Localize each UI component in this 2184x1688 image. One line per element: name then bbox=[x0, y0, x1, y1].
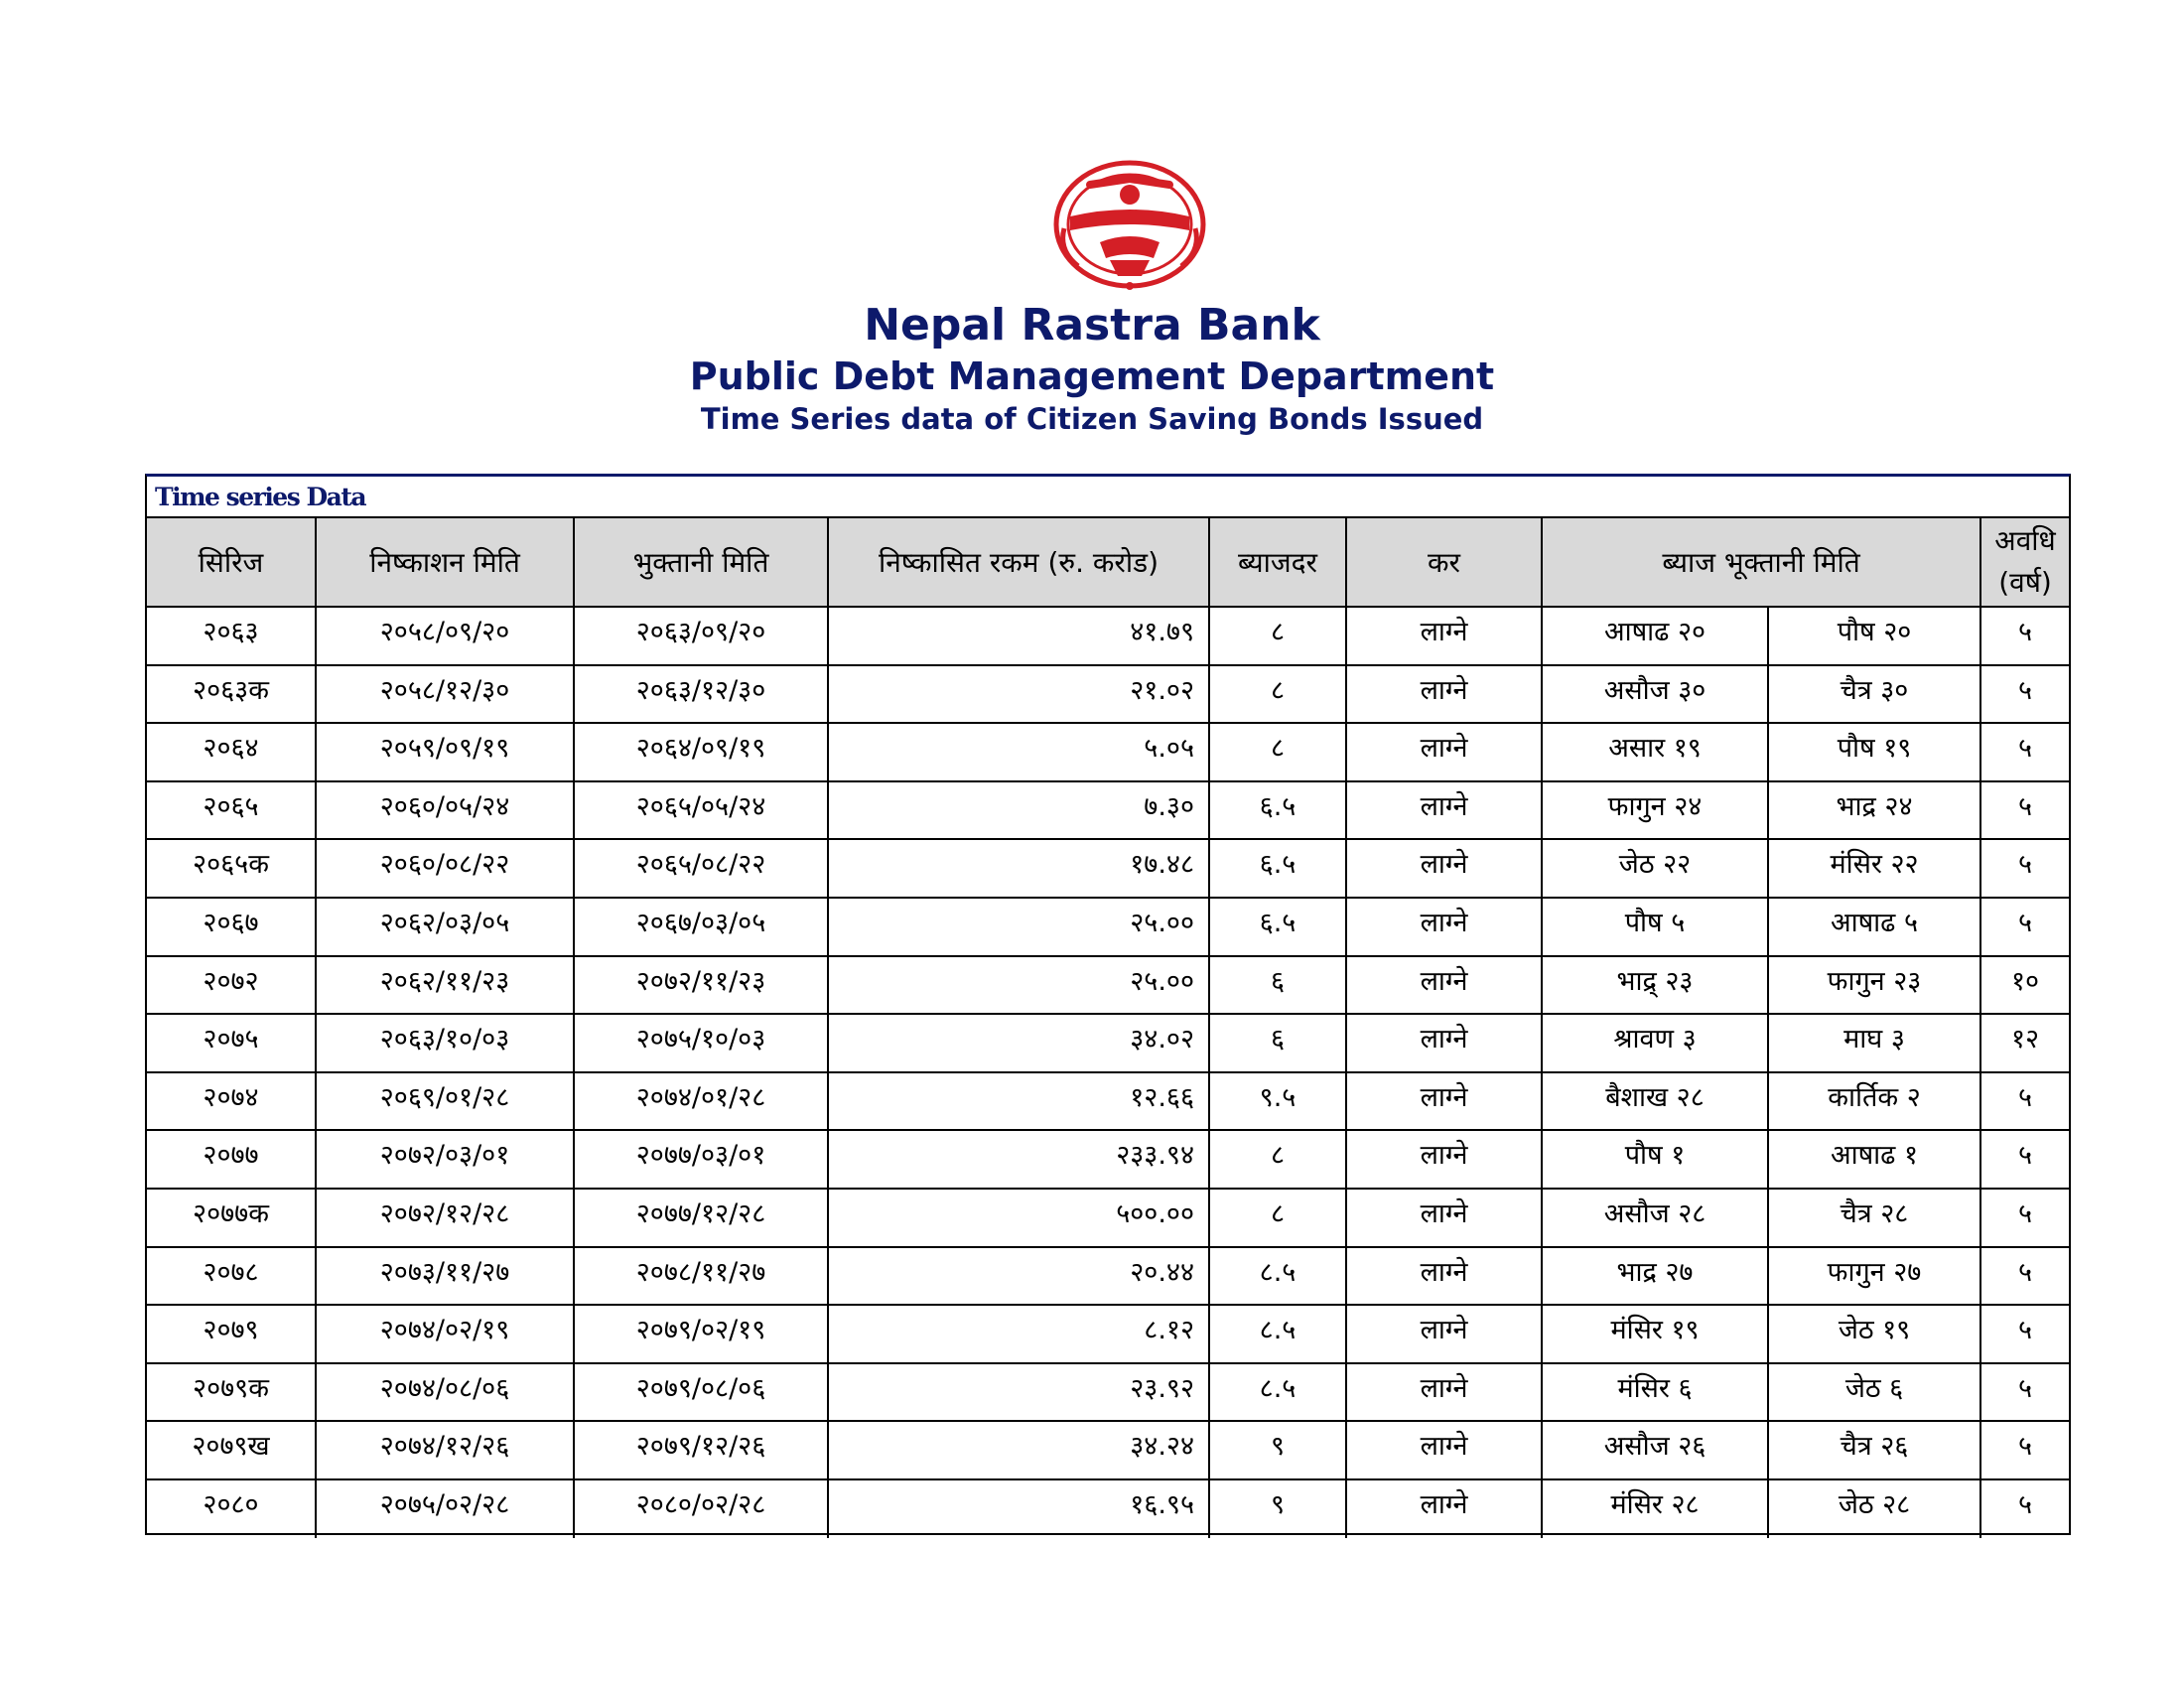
cell-amount: २०.४४ bbox=[828, 1247, 1209, 1306]
cell-maturity-date: २०७८/११/२७ bbox=[574, 1247, 828, 1306]
cell-issue-date: २०७३/११/२७ bbox=[316, 1247, 574, 1306]
cell-issue-date: २०६२/०३/०५ bbox=[316, 898, 574, 956]
cell-tax: लाग्ने bbox=[1346, 1130, 1542, 1189]
table-row bbox=[147, 1479, 2069, 1538]
cell-maturity-date: २०७७/१२/२८ bbox=[574, 1189, 828, 1247]
cell-tenure: ५ bbox=[1980, 1479, 2069, 1538]
cell-issue-date: २०७४/०८/०६ bbox=[316, 1363, 574, 1422]
cell-interest-date-2: जेठ १९ bbox=[1768, 1305, 1980, 1363]
cell-rate: ९ bbox=[1209, 1421, 1346, 1479]
cell-interest-date-1: भाद्र् २३ bbox=[1542, 956, 1768, 1015]
cell-interest-date-1: पौष १ bbox=[1542, 1130, 1768, 1189]
cell-tenure: ५ bbox=[1980, 1189, 2069, 1247]
cell-interest-date-1: असौज २६ bbox=[1542, 1421, 1768, 1479]
cell-series: २०८० bbox=[147, 1479, 316, 1538]
cell-rate: ८ bbox=[1209, 1189, 1346, 1247]
cell-interest-date-1: असौज ३० bbox=[1542, 665, 1768, 724]
cell-series: २०६३ bbox=[147, 607, 316, 665]
table-row bbox=[147, 1072, 2069, 1131]
column-header-tenure bbox=[1980, 517, 2069, 607]
cell-series: २०७७क bbox=[147, 1189, 316, 1247]
table-row bbox=[147, 607, 2069, 665]
cell-issue-date: २०७२/१२/२८ bbox=[316, 1189, 574, 1247]
cell-rate: ८ bbox=[1209, 665, 1346, 724]
cell-interest-date-2: आषाढ ५ bbox=[1768, 898, 1980, 956]
cell-tenure: ५ bbox=[1980, 1421, 2069, 1479]
cell-series: २०७९ख bbox=[147, 1421, 316, 1479]
cell-amount: २३३.९४ bbox=[828, 1130, 1209, 1189]
cell-amount: १२.६६ bbox=[828, 1072, 1209, 1131]
cell-tax: लाग्ने bbox=[1346, 1189, 1542, 1247]
cell-amount: २५.०० bbox=[828, 898, 1209, 956]
tenure-header-line2: (वर्ष) bbox=[1998, 566, 2052, 599]
cell-amount: ४१.७९ bbox=[828, 607, 1209, 665]
cell-maturity-date: २०६५/०५/२४ bbox=[574, 781, 828, 840]
table-row bbox=[147, 956, 2069, 1015]
cell-tax: लाग्ने bbox=[1346, 1247, 1542, 1306]
cell-rate: ६ bbox=[1209, 1014, 1346, 1072]
table-row bbox=[147, 839, 2069, 898]
column-header-interest-dates: ब्याज भूक्तानी मिति bbox=[1542, 517, 1980, 607]
cell-tenure: ५ bbox=[1980, 1305, 2069, 1363]
page-title: Nepal Rastra Bank bbox=[864, 300, 1320, 351]
cell-rate: ९ bbox=[1209, 1479, 1346, 1538]
cell-interest-date-1: मंसिर १९ bbox=[1542, 1305, 1768, 1363]
cell-issue-date: २०५८/१२/३० bbox=[316, 665, 574, 724]
cell-tenure: ५ bbox=[1980, 1072, 2069, 1131]
cell-interest-date-1: असार १९ bbox=[1542, 723, 1768, 781]
cell-interest-date-1: मंसिर २८ bbox=[1542, 1479, 1768, 1538]
cell-amount: १७.४८ bbox=[828, 839, 1209, 898]
cell-series: २०६५ bbox=[147, 781, 316, 840]
cell-rate: ६.५ bbox=[1209, 898, 1346, 956]
cell-series: २०७५ bbox=[147, 1014, 316, 1072]
cell-tenure: ५ bbox=[1980, 665, 2069, 724]
cell-interest-date-2: जेठ ६ bbox=[1768, 1363, 1980, 1422]
cell-amount: ३४.२४ bbox=[828, 1421, 1209, 1479]
table-header-row bbox=[147, 517, 2069, 607]
cell-tenure: १० bbox=[1980, 956, 2069, 1015]
table-row bbox=[147, 1421, 2069, 1479]
cell-maturity-date: २०७९/०२/१९ bbox=[574, 1305, 828, 1363]
page-caption: Time Series data of Citizen Saving Bonds Issued bbox=[700, 402, 1484, 436]
cell-issue-date: २०७२/०३/०१ bbox=[316, 1130, 574, 1189]
cell-series: २०६५क bbox=[147, 839, 316, 898]
cell-series: २०६३क bbox=[147, 665, 316, 724]
cell-interest-date-2: चैत्र ३० bbox=[1768, 665, 1980, 724]
cell-tenure: ५ bbox=[1980, 839, 2069, 898]
cell-interest-date-2: चैत्र २६ bbox=[1768, 1421, 1980, 1479]
table-row bbox=[147, 723, 2069, 781]
cell-tenure: ५ bbox=[1980, 1130, 2069, 1189]
table-row bbox=[147, 1247, 2069, 1306]
cell-interest-date-2: पौष २० bbox=[1768, 607, 1980, 665]
cell-interest-date-1: बैशाख २८ bbox=[1542, 1072, 1768, 1131]
cell-tax: लाग्ने bbox=[1346, 665, 1542, 724]
cell-series: २०७८ bbox=[147, 1247, 316, 1306]
cell-maturity-date: २०७२/११/२३ bbox=[574, 956, 828, 1015]
cell-maturity-date: २०७९/१२/२६ bbox=[574, 1421, 828, 1479]
cell-tax: लाग्ने bbox=[1346, 781, 1542, 840]
cell-rate: ९.५ bbox=[1209, 1072, 1346, 1131]
cell-rate: ६.५ bbox=[1209, 781, 1346, 840]
cell-tenure: ५ bbox=[1980, 1363, 2069, 1422]
cell-tenure: ५ bbox=[1980, 607, 2069, 665]
cell-tenure: १२ bbox=[1980, 1014, 2069, 1072]
cell-amount: ७.३० bbox=[828, 781, 1209, 840]
column-header-issue-date: निष्काशन मिति bbox=[316, 517, 574, 607]
cell-tax: लाग्ने bbox=[1346, 839, 1542, 898]
cell-amount: ५००.०० bbox=[828, 1189, 1209, 1247]
table-row bbox=[147, 1363, 2069, 1422]
cell-amount: २५.०० bbox=[828, 956, 1209, 1015]
cell-series: २०६७ bbox=[147, 898, 316, 956]
table-row bbox=[147, 1305, 2069, 1363]
tenure-header-line1: अवधि bbox=[1994, 524, 2056, 557]
cell-series: २०६४ bbox=[147, 723, 316, 781]
cell-interest-date-1: आषाढ २० bbox=[1542, 607, 1768, 665]
cell-interest-date-1: पौष ५ bbox=[1542, 898, 1768, 956]
cell-rate: ८.५ bbox=[1209, 1363, 1346, 1422]
cell-interest-date-2: माघ ३ bbox=[1768, 1014, 1980, 1072]
cell-series: २०७९ bbox=[147, 1305, 316, 1363]
cell-rate: ८ bbox=[1209, 723, 1346, 781]
table-row bbox=[147, 898, 2069, 956]
cell-maturity-date: २०७७/०३/०१ bbox=[574, 1130, 828, 1189]
cell-interest-date-1: श्रावण ३ bbox=[1542, 1014, 1768, 1072]
cell-series: २०७९क bbox=[147, 1363, 316, 1422]
column-header-tax: कर bbox=[1346, 517, 1542, 607]
bank-logo bbox=[1050, 159, 1209, 298]
cell-rate: ८.५ bbox=[1209, 1247, 1346, 1306]
cell-series: २०७२ bbox=[147, 956, 316, 1015]
cell-maturity-date: २०७४/०१/२८ bbox=[574, 1072, 828, 1131]
cell-maturity-date: २०६४/०९/१९ bbox=[574, 723, 828, 781]
cell-series: २०७७ bbox=[147, 1130, 316, 1189]
cell-maturity-date: २०७५/१०/०३ bbox=[574, 1014, 828, 1072]
cell-tax: लाग्ने bbox=[1346, 1363, 1542, 1422]
cell-maturity-date: २०८०/०२/२८ bbox=[574, 1479, 828, 1538]
cell-issue-date: २०६३/१०/०३ bbox=[316, 1014, 574, 1072]
cell-issue-date: २०५९/०९/१९ bbox=[316, 723, 574, 781]
cell-tenure: ५ bbox=[1980, 898, 2069, 956]
cell-maturity-date: २०७९/०८/०६ bbox=[574, 1363, 828, 1422]
cell-tax: लाग्ने bbox=[1346, 898, 1542, 956]
cell-maturity-date: २०६५/०८/२२ bbox=[574, 839, 828, 898]
table-row bbox=[147, 665, 2069, 724]
cell-issue-date: २०७५/०२/२८ bbox=[316, 1479, 574, 1538]
cell-issue-date: २०६९/०१/२८ bbox=[316, 1072, 574, 1131]
cell-issue-date: २०६२/११/२३ bbox=[316, 956, 574, 1015]
table-row bbox=[147, 1189, 2069, 1247]
column-header-series: सिरिज bbox=[147, 517, 316, 607]
cell-interest-date-2: फागुन २७ bbox=[1768, 1247, 1980, 1306]
cell-rate: ६ bbox=[1209, 956, 1346, 1015]
cell-interest-date-1: असौज २८ bbox=[1542, 1189, 1768, 1247]
cell-amount: ३४.०२ bbox=[828, 1014, 1209, 1072]
cell-series: २०७४ bbox=[147, 1072, 316, 1131]
cell-amount: २१.०२ bbox=[828, 665, 1209, 724]
page-subtitle: Public Debt Management Department bbox=[689, 354, 1495, 398]
cell-interest-date-2: जेठ २८ bbox=[1768, 1479, 1980, 1538]
table-row bbox=[147, 781, 2069, 840]
cell-issue-date: २०७४/०२/१९ bbox=[316, 1305, 574, 1363]
data-table-frame bbox=[145, 474, 2071, 1535]
cell-amount: ५.०५ bbox=[828, 723, 1209, 781]
section-label: Time series Data bbox=[155, 483, 366, 511]
cell-amount: २३.९२ bbox=[828, 1363, 1209, 1422]
cell-interest-date-2: कार्तिक २ bbox=[1768, 1072, 1980, 1131]
cell-interest-date-1: मंसिर ६ bbox=[1542, 1363, 1768, 1422]
cell-interest-date-2: पौष १९ bbox=[1768, 723, 1980, 781]
cell-amount: ८.१२ bbox=[828, 1305, 1209, 1363]
cell-rate: ८ bbox=[1209, 607, 1346, 665]
cell-interest-date-2: आषाढ १ bbox=[1768, 1130, 1980, 1189]
nrb-seal-icon bbox=[1050, 159, 1209, 298]
cell-tax: लाग्ने bbox=[1346, 1014, 1542, 1072]
cell-interest-date-2: चैत्र २८ bbox=[1768, 1189, 1980, 1247]
cell-tenure: ५ bbox=[1980, 781, 2069, 840]
cell-tax: लाग्ने bbox=[1346, 1072, 1542, 1131]
table-row bbox=[147, 1130, 2069, 1189]
cell-rate: ८ bbox=[1209, 1130, 1346, 1189]
column-header-maturity-date: भुक्तानी मिति bbox=[574, 517, 828, 607]
cell-interest-date-1: फागुन २४ bbox=[1542, 781, 1768, 840]
cell-tenure: ५ bbox=[1980, 723, 2069, 781]
column-header-rate: ब्याजदर bbox=[1209, 517, 1346, 607]
column-header-amount: निष्कासित रकम (रु. करोड) bbox=[828, 517, 1209, 607]
cell-maturity-date: २०६३/१२/३० bbox=[574, 665, 828, 724]
cell-maturity-date: २०६७/०३/०५ bbox=[574, 898, 828, 956]
cell-tax: लाग्ने bbox=[1346, 1479, 1542, 1538]
cell-interest-date-1: जेठ २२ bbox=[1542, 839, 1768, 898]
cell-tax: लाग्ने bbox=[1346, 1305, 1542, 1363]
cell-rate: ६.५ bbox=[1209, 839, 1346, 898]
cell-tenure: ५ bbox=[1980, 1247, 2069, 1306]
cell-interest-date-2: भाद्र २४ bbox=[1768, 781, 1980, 840]
cell-issue-date: २०६०/०८/२२ bbox=[316, 839, 574, 898]
cell-rate: ८.५ bbox=[1209, 1305, 1346, 1363]
cell-tax: लाग्ने bbox=[1346, 723, 1542, 781]
cell-issue-date: २०७४/१२/२६ bbox=[316, 1421, 574, 1479]
cell-tax: लाग्ने bbox=[1346, 607, 1542, 665]
table-row bbox=[147, 1014, 2069, 1072]
cell-issue-date: २०५८/०९/२० bbox=[316, 607, 574, 665]
cell-interest-date-2: फागुन २३ bbox=[1768, 956, 1980, 1015]
bonds-table bbox=[147, 516, 2069, 1538]
cell-amount: १६.९५ bbox=[828, 1479, 1209, 1538]
cell-interest-date-1: भाद्र २७ bbox=[1542, 1247, 1768, 1306]
cell-issue-date: २०६०/०५/२४ bbox=[316, 781, 574, 840]
cell-tax: लाग्ने bbox=[1346, 1421, 1542, 1479]
cell-maturity-date: २०६३/०९/२० bbox=[574, 607, 828, 665]
cell-interest-date-2: मंसिर २२ bbox=[1768, 839, 1980, 898]
cell-tax: लाग्ने bbox=[1346, 956, 1542, 1015]
